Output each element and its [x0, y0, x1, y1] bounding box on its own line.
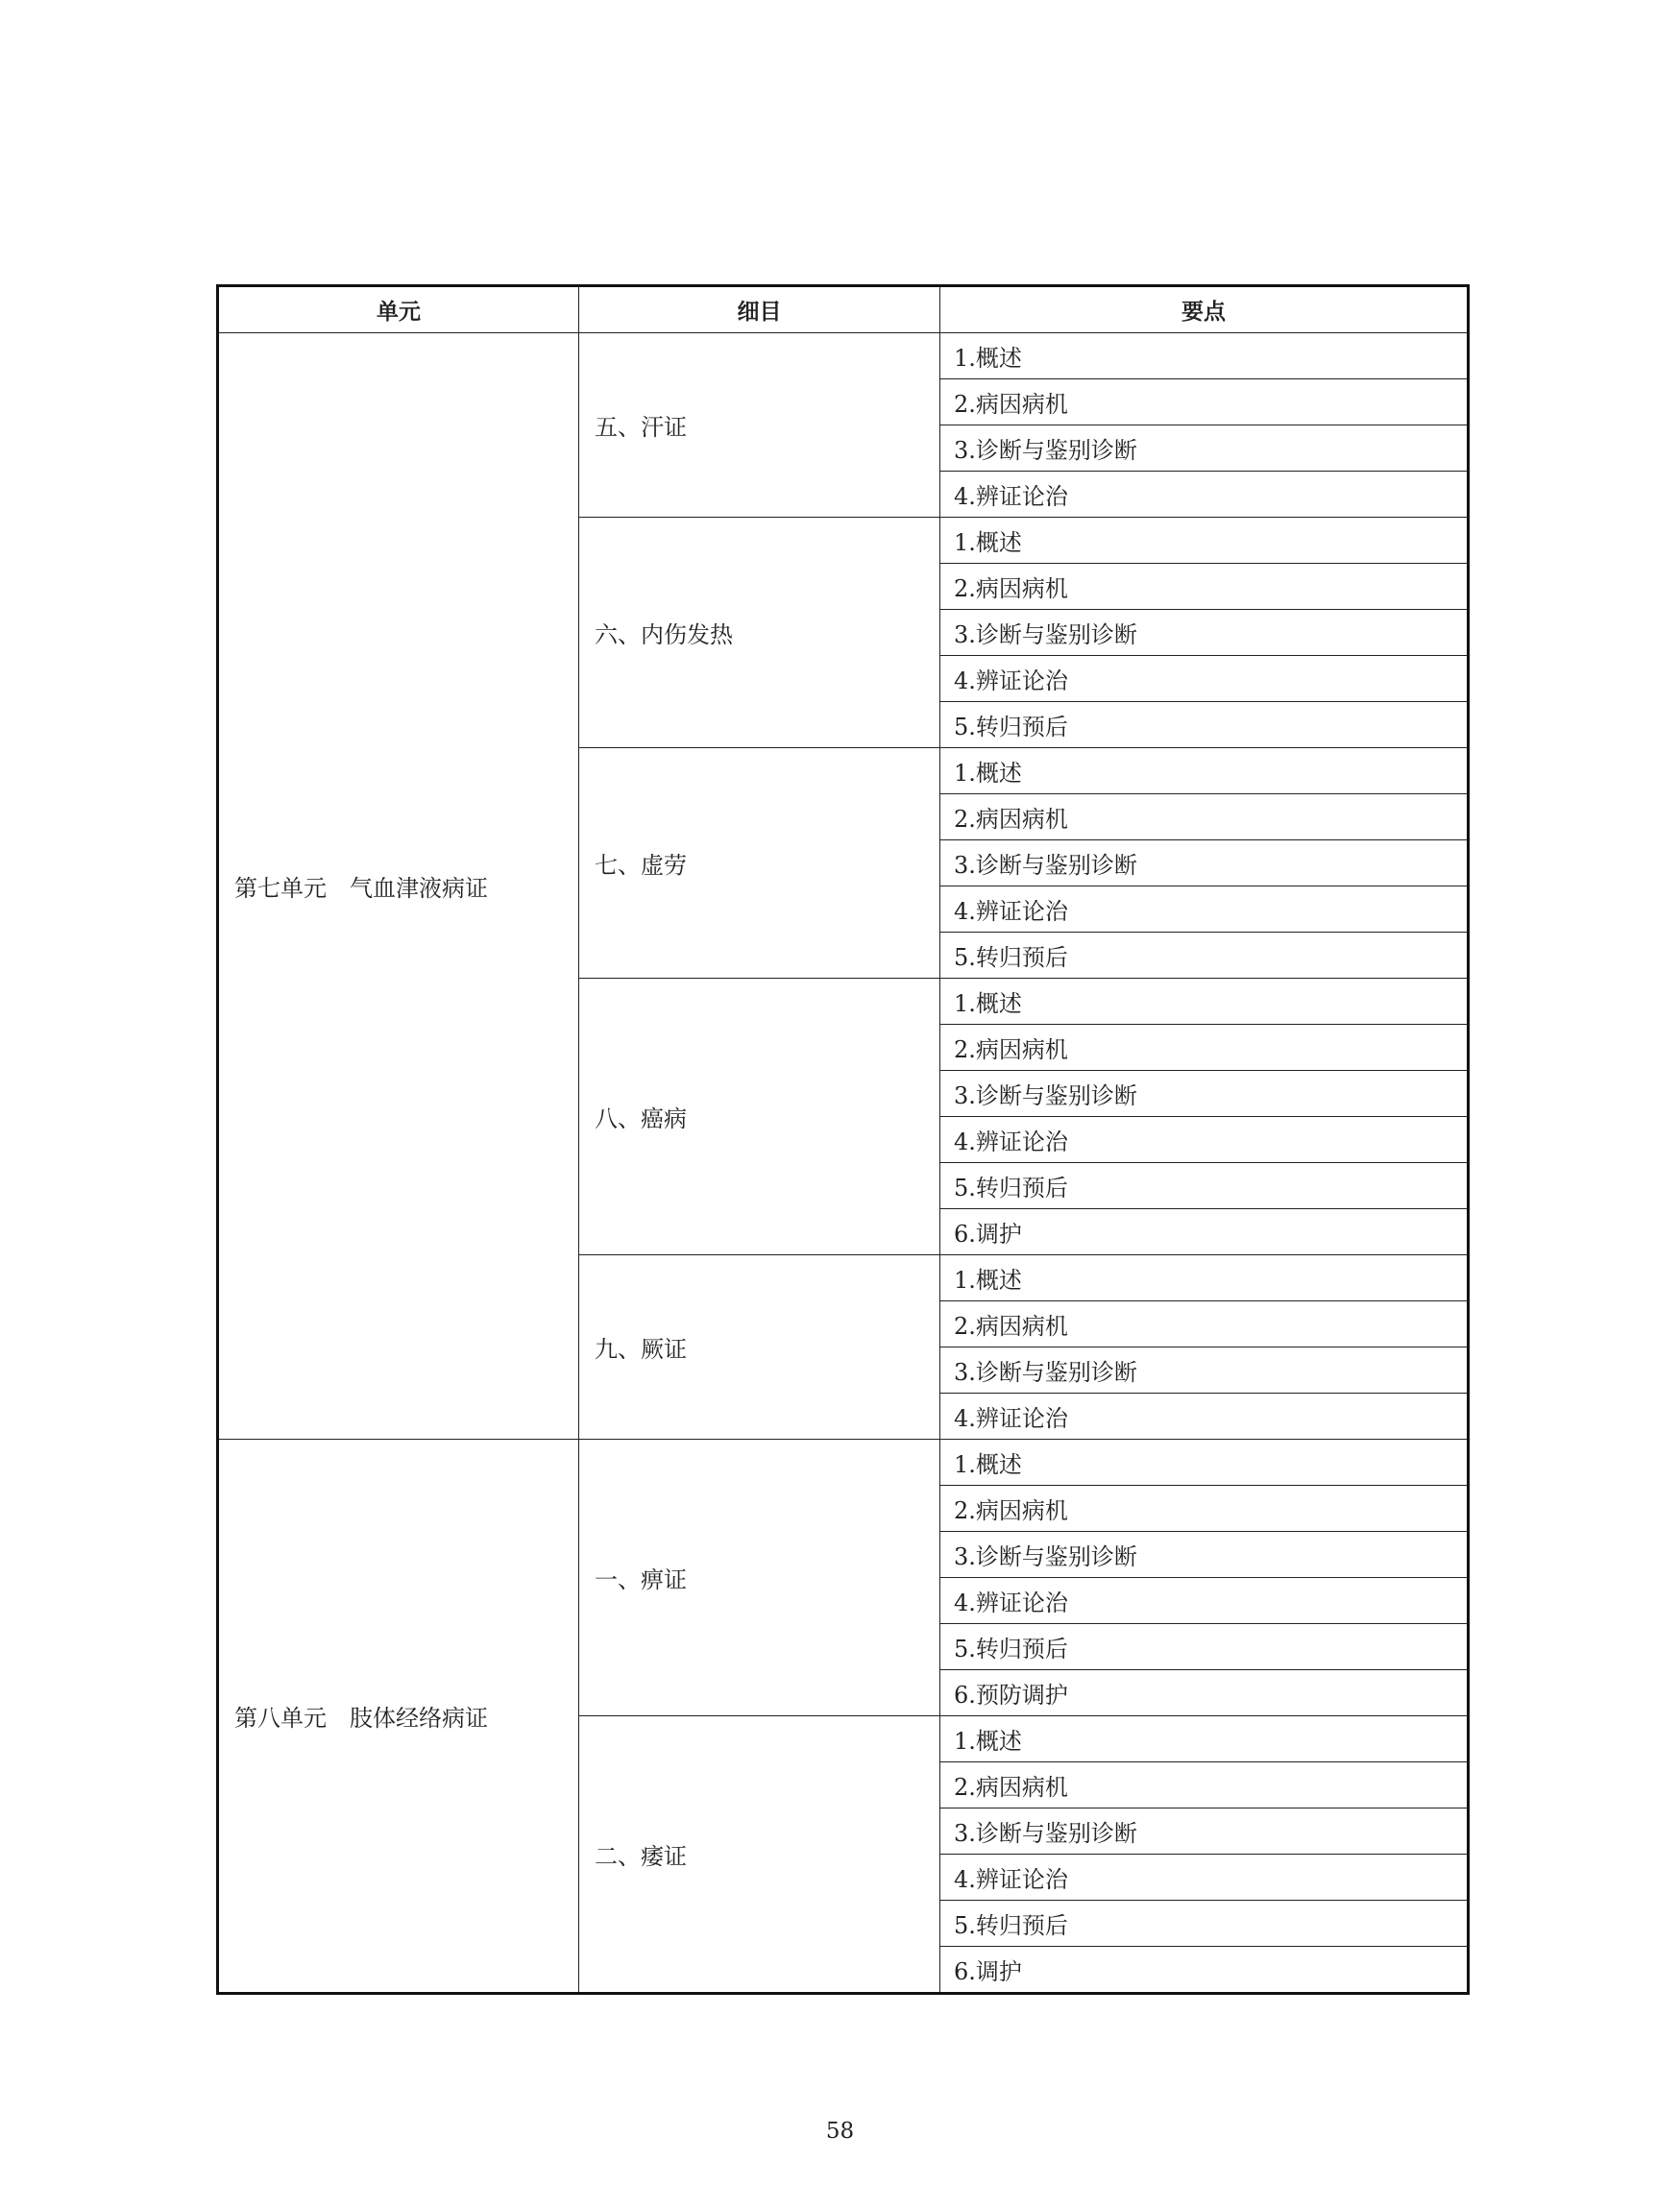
point-cell: 1.概述	[940, 748, 1469, 794]
point-cell: 5.转归预后	[940, 702, 1469, 748]
point-cell: 4.辨证论治	[940, 1394, 1469, 1440]
point-cell: 1.概述	[940, 1716, 1469, 1762]
point-cell: 5.转归预后	[940, 1901, 1469, 1947]
column-header-item: 细目	[579, 286, 940, 333]
point-cell: 2.病因病机	[940, 1301, 1469, 1347]
page-number: 58	[825, 2119, 855, 2144]
point-cell: 3.诊断与鉴别诊断	[940, 1071, 1469, 1117]
item-cell: 八、癌病	[579, 979, 940, 1255]
table-body	[218, 333, 1469, 1994]
item-cell: 六、内伤发热	[579, 518, 940, 748]
point-cell: 2.病因病机	[940, 794, 1469, 840]
point-cell: 1.概述	[940, 518, 1469, 564]
point-cell: 4.辨证论治	[940, 1578, 1469, 1624]
point-cell: 3.诊断与鉴别诊断	[940, 610, 1469, 656]
point-cell: 4.辨证论治	[940, 472, 1469, 518]
point-cell: 6.调护	[940, 1209, 1469, 1255]
point-cell: 1.概述	[940, 333, 1469, 379]
point-cell: 2.病因病机	[940, 1025, 1469, 1071]
table-row	[218, 1440, 1469, 1486]
unit-cell: 第八单元 肢体经络病证	[218, 1440, 579, 1994]
point-cell: 4.辨证论治	[940, 1117, 1469, 1163]
point-cell: 2.病因病机	[940, 379, 1469, 425]
point-cell: 4.辨证论治	[940, 886, 1469, 933]
point-cell: 6.调护	[940, 1947, 1469, 1994]
table-row	[218, 333, 1469, 379]
point-cell: 5.转归预后	[940, 1624, 1469, 1670]
item-cell: 二、痿证	[579, 1716, 940, 1994]
point-cell: 3.诊断与鉴别诊断	[940, 1347, 1469, 1394]
point-cell: 3.诊断与鉴别诊断	[940, 1532, 1469, 1578]
item-cell: 一、痹证	[579, 1440, 940, 1716]
table-header-row	[218, 286, 1469, 333]
item-cell: 五、汗证	[579, 333, 940, 518]
column-header-unit: 单元	[218, 286, 579, 333]
point-cell: 1.概述	[940, 1255, 1469, 1301]
point-cell: 1.概述	[940, 979, 1469, 1025]
syllabus-table	[216, 284, 1470, 1995]
column-header-point: 要点	[940, 286, 1469, 333]
point-cell: 4.辨证论治	[940, 656, 1469, 702]
point-cell: 5.转归预后	[940, 1163, 1469, 1209]
point-cell: 4.辨证论治	[940, 1855, 1469, 1901]
unit-cell: 第七单元 气血津液病证	[218, 333, 579, 1440]
point-cell: 6.预防调护	[940, 1670, 1469, 1716]
point-cell: 2.病因病机	[940, 1762, 1469, 1808]
point-cell: 3.诊断与鉴别诊断	[940, 1808, 1469, 1855]
point-cell: 1.概述	[940, 1440, 1469, 1486]
item-cell: 九、厥证	[579, 1255, 940, 1440]
item-cell: 七、虚劳	[579, 748, 940, 979]
point-cell: 3.诊断与鉴别诊断	[940, 425, 1469, 472]
point-cell: 2.病因病机	[940, 564, 1469, 610]
point-cell: 5.转归预后	[940, 933, 1469, 979]
point-cell: 3.诊断与鉴别诊断	[940, 840, 1469, 886]
point-cell: 2.病因病机	[940, 1486, 1469, 1532]
